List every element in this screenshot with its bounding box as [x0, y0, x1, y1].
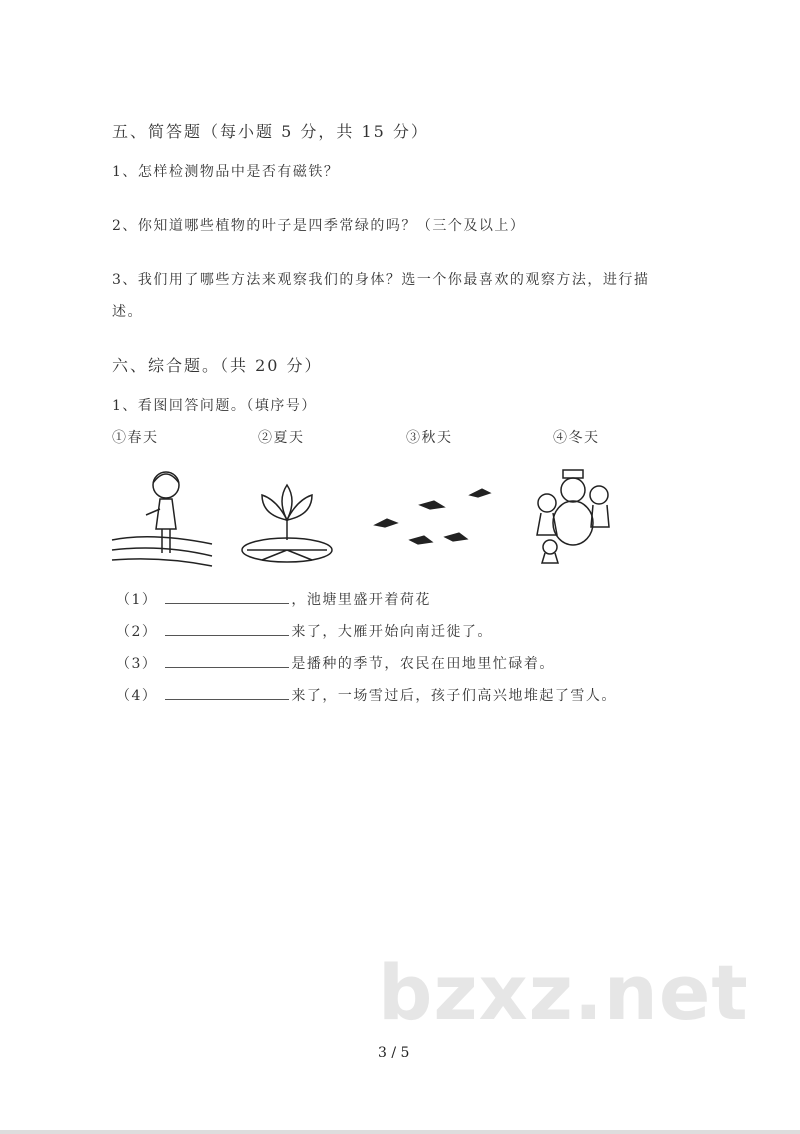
- fill-blank-row-1: [116, 589, 431, 609]
- blank-number: （2）: [116, 624, 158, 640]
- answer-blank-2[interactable]: [165, 621, 289, 636]
- question-2: 2、你知道哪些植物的叶子是四季常绿的吗？（三个及以上）: [112, 218, 526, 234]
- page-bottom-edge: [0, 1130, 800, 1134]
- blank-text: ，池塘里盛开着荷花: [291, 592, 431, 608]
- blank-text: 是播种的季节，农民在田地里忙碌着。: [291, 656, 555, 672]
- option-spring: ①春天: [112, 430, 159, 446]
- answer-blank-3[interactable]: [165, 653, 289, 668]
- page-number: 3 / 5: [378, 1045, 410, 1061]
- spring-farmer-illustration: [110, 465, 220, 570]
- question-3: 3、我们用了哪些方法来观察我们的身体？选一个你最喜欢的观察方法，进行描: [112, 272, 650, 288]
- answer-blank-1[interactable]: [165, 589, 289, 604]
- winter-snowman-illustration: [525, 465, 620, 565]
- question-3-cont: 述。: [112, 304, 143, 320]
- section5-title: 五、简答题（每小题 5 分，共 15 分）: [112, 122, 429, 141]
- option-autumn: ③秋天: [406, 430, 453, 446]
- option-summer: ②夏天: [258, 430, 305, 446]
- question-1: 1、怎样检测物品中是否有磁铁？: [112, 164, 340, 180]
- watermark: bzxz.net: [378, 948, 749, 1037]
- blank-number: （3）: [116, 656, 158, 672]
- answer-blank-4[interactable]: [165, 685, 289, 700]
- fill-blank-row-2: [116, 621, 493, 641]
- option-winter: ④冬天: [553, 430, 600, 446]
- section6-title: 六、综合题。（共 20 分）: [112, 356, 323, 375]
- section6-q1: 1、看图回答问题。（填序号）: [112, 398, 317, 414]
- autumn-geese-illustration: [370, 485, 495, 555]
- blank-number: （1）: [116, 592, 158, 608]
- blank-number: （4）: [116, 688, 158, 704]
- fill-blank-row-3: [116, 653, 555, 673]
- blank-text: 来了，大雁开始向南迁徙了。: [291, 624, 493, 640]
- fill-blank-row-4: [116, 685, 617, 705]
- summer-lotus-illustration: [240, 475, 335, 565]
- blank-text: 来了，一场雪过后，孩子们高兴地堆起了雪人。: [291, 688, 617, 704]
